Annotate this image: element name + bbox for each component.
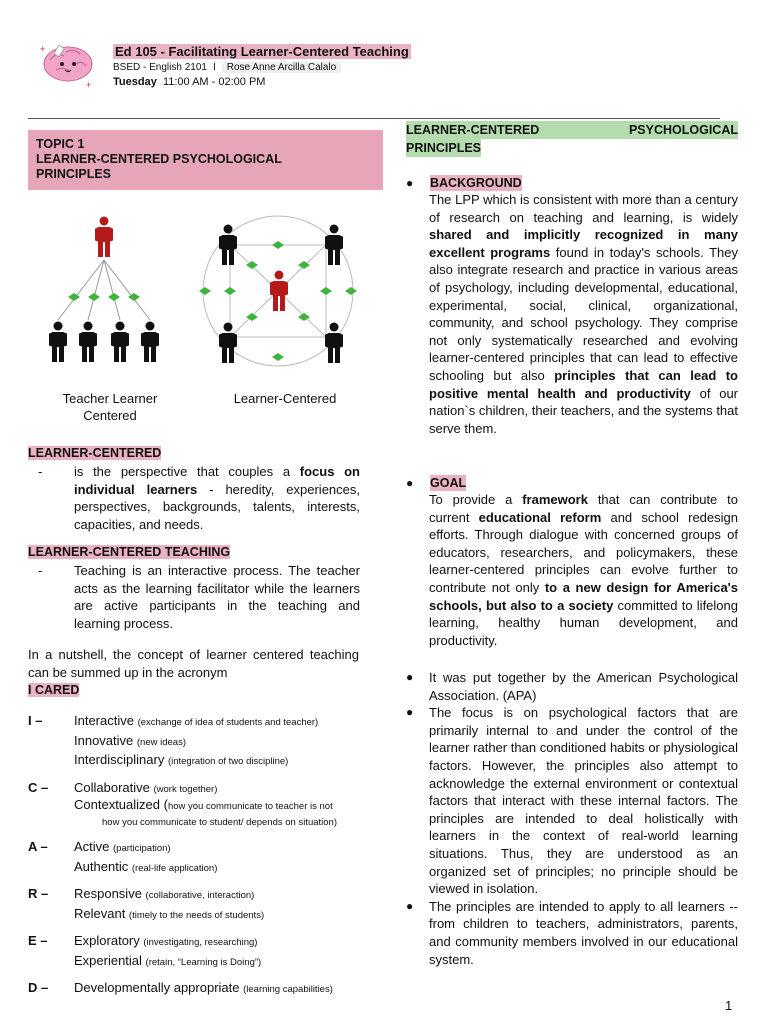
def-pre: is the perspective that couples a <box>74 464 300 479</box>
acronym-letter: D – <box>28 980 49 995</box>
topic-number: TOPIC 1 <box>36 137 85 151</box>
goal-text-part: committed to lifelong learning, healthy human development, and productivity. <box>429 597 738 648</box>
teacher-centered-diagram <box>49 217 159 363</box>
lc-teaching-text: Teaching is an interactive process. The teacher acts as the learning facilitator while the learners are active participants in the teaching and learning process. <box>74 563 360 631</box>
student-name: Rose Anne Arcilla Calalo <box>222 62 342 73</box>
teaching-models-figure <box>30 205 368 387</box>
acronym-note: (timely to the needs of students) <box>128 909 265 921</box>
learner-centered-heading: LEARNER-CENTERED <box>28 446 162 460</box>
bullet-dot: ● <box>406 705 414 720</box>
meta-separator: I <box>212 62 216 73</box>
goal-section <box>406 475 738 649</box>
bullet-dot: ● <box>406 176 414 190</box>
page-number: 1 <box>725 998 733 1013</box>
list-item-text: The focus is on psychological factors that are primarily internal to and under the control of the learner rather than conditioned habits or physiological factors. However, the principles also attempt to acknowledge the external environment or contextual factors that interact with these internal factors. The principles are intended to deal holistically with learners in the context of real-world learning situations. Thus, they are understood as an organized set of principles; no principle should be viewed in isolation. <box>429 705 738 897</box>
goal-bold: to a new design for America's schools, but also to a society <box>429 579 738 613</box>
goal-bold: framework <box>522 492 588 507</box>
acronym-word: Interactive <box>74 713 138 728</box>
acronym-letter: E – <box>28 933 48 948</box>
lc-teaching-definition <box>28 562 360 632</box>
acronym-note: (investigating, researching) <box>143 937 258 948</box>
acronym-note: (real-life application) <box>131 862 218 874</box>
acronym-note: (retain, “Learning is Doing”) <box>145 956 262 968</box>
acronym-word: Responsive <box>74 886 146 901</box>
learner-centered-definition <box>28 463 360 533</box>
acronym-letter: R – <box>28 886 49 901</box>
goal-text-part: To provide a <box>429 492 523 507</box>
background-text <box>406 191 738 437</box>
dash-marker: - <box>38 464 43 479</box>
acronym-word: Developmentally appropriate <box>74 980 244 995</box>
acronym-note: (learning capabilities) <box>243 984 333 995</box>
learner-centered-diagram <box>199 216 357 366</box>
acronym-note: (work together) <box>153 783 218 795</box>
bg-bold: principles that can lead to positive mental health and productivity <box>429 367 738 401</box>
list-item-text: The principles are intended to apply to all learners -- from children to teachers, administrators, parents, and community members involved in our educational system. <box>429 898 738 967</box>
acronym-letter: C – <box>28 779 49 795</box>
background-heading-row <box>406 175 738 191</box>
bg-text: of our nation`s children, their teachers, and the systems that serve them. <box>429 385 739 436</box>
goal-bold: educational reform <box>478 509 602 525</box>
topic-heading-box <box>28 130 383 190</box>
acronym-item-a <box>28 838 373 877</box>
acronym-item-d <box>28 979 373 999</box>
course-title: Ed 105 - Facilitating Learner-Centered Teaching <box>115 44 409 59</box>
list-item <box>406 898 738 968</box>
bg-text: The LPP which is consistent with more than a century of research on teaching and learning, is widely <box>429 192 738 225</box>
lpp-title-word: PRINCIPLES <box>406 141 482 155</box>
bg-bold: shared and implicitly recognized in many excellent programs <box>429 227 738 260</box>
course-section: BSED - English 2101 <box>113 62 207 73</box>
bullet-dot: ● <box>406 476 414 490</box>
bg-text: found in today's schools. They also integrate research and practice in various areas of psychology, including developmental, educational, experimental, social, clinical, organizational, community, and school psychology. They comprise not only systematically researched and evolving learner-centered principles that can lead to effective schooling but also <box>429 244 738 383</box>
acronym-word: Exploratory <box>74 933 144 948</box>
list-item <box>406 669 738 704</box>
acronym-item-e <box>28 932 373 971</box>
acronym-word: Authentic <box>74 858 132 874</box>
acronym-item-r <box>28 885 373 924</box>
acronym-heading: I CARED <box>28 683 80 698</box>
acronym-word: Interdisciplinary <box>74 752 168 767</box>
acronym-list <box>28 712 373 999</box>
list-item-text: It was put together by the American Psychological Association. (APA) <box>429 670 738 703</box>
background-heading: BACKGROUND <box>430 176 522 190</box>
schedule <box>113 76 265 89</box>
goal-heading: GOAL <box>430 476 467 490</box>
goal-text-part: that can contribute to current <box>429 492 738 525</box>
acronym-note: how you communicate to student/ depends on situation) <box>102 817 338 828</box>
nutshell-paragraph <box>28 646 359 699</box>
lpp-title <box>406 121 738 157</box>
acronym-note: (integration of two discipline) <box>167 756 289 767</box>
learner-figures <box>49 322 159 363</box>
acronym-note: (exchange of idea of students and teacher) <box>137 717 319 728</box>
goal-text <box>406 491 738 649</box>
lc-teaching-heading: LEARNER-CENTERED TEACHING <box>28 545 231 559</box>
acronym-note: how you communicate to teacher is not <box>167 801 333 812</box>
svg-text:+: + <box>40 44 46 54</box>
teacher-figure <box>95 217 113 258</box>
learner-centered-section <box>28 444 360 533</box>
background-section <box>406 175 738 437</box>
definition-text <box>74 463 360 533</box>
bullet-dot: ● <box>406 670 414 684</box>
bullet-dot: ● <box>406 898 414 913</box>
dash-marker: - <box>38 563 43 578</box>
schedule-day: Tuesday <box>113 76 157 88</box>
schedule-time: 11:00 AM - 02:00 PM <box>162 76 266 88</box>
acronym-item-c <box>28 779 373 831</box>
acronym-note: (collaborative, interaction) <box>145 890 255 901</box>
goal-text-part: and school redesign efforts. Through dialogue with concerned groups of educators, researchers, and policymakers, these learner-centered principles can evolve further to contribute not only <box>429 509 738 595</box>
principles-bullet-list <box>406 669 738 968</box>
acronym-letter: A – <box>28 839 48 854</box>
list-item <box>406 704 738 898</box>
acronym-word: Relevant <box>74 905 129 921</box>
def-bold: focus on individual learners <box>74 464 360 497</box>
acronym-letter: I – <box>28 713 43 728</box>
acronym-note: (participation) <box>113 843 171 854</box>
brain-mascot-icon <box>36 40 98 90</box>
header-divider <box>28 118 720 119</box>
lpp-title-word: PSYCHOLOGICAL <box>628 123 738 137</box>
acronym-word: Innovative <box>74 732 137 748</box>
acronym-word: Contextualized ( <box>74 797 168 812</box>
svg-text:+: + <box>86 80 92 90</box>
lpp-title-word: LEARNER-CENTERED <box>406 123 540 137</box>
acronym-note: (new ideas) <box>136 736 186 748</box>
def-post: - heredity, experiences, perspectives, backgrounds, talents, interests, capacities, and needs. <box>74 481 360 532</box>
goal-heading-row <box>406 475 738 491</box>
acronym-item-i <box>28 712 373 771</box>
learner-centered-teaching-section <box>28 543 360 632</box>
acronym-word: Experiential <box>74 952 146 968</box>
course-meta <box>113 62 341 74</box>
topic-title-line1: LEARNER-CENTERED PSYCHOLOGICAL <box>36 152 282 166</box>
caption-learner-centered: Learner-Centered <box>233 391 337 406</box>
caption-teacher-centered: Teacher Learner Centered <box>62 391 158 423</box>
acronym-word: Collaborative <box>74 779 154 795</box>
nutshell-text: In a nutshell, the concept of learner centered teaching can be summed up in the acronym <box>28 647 359 680</box>
acronym-word: Active <box>74 839 114 854</box>
topic-title-line2: PRINCIPLES <box>36 167 112 181</box>
